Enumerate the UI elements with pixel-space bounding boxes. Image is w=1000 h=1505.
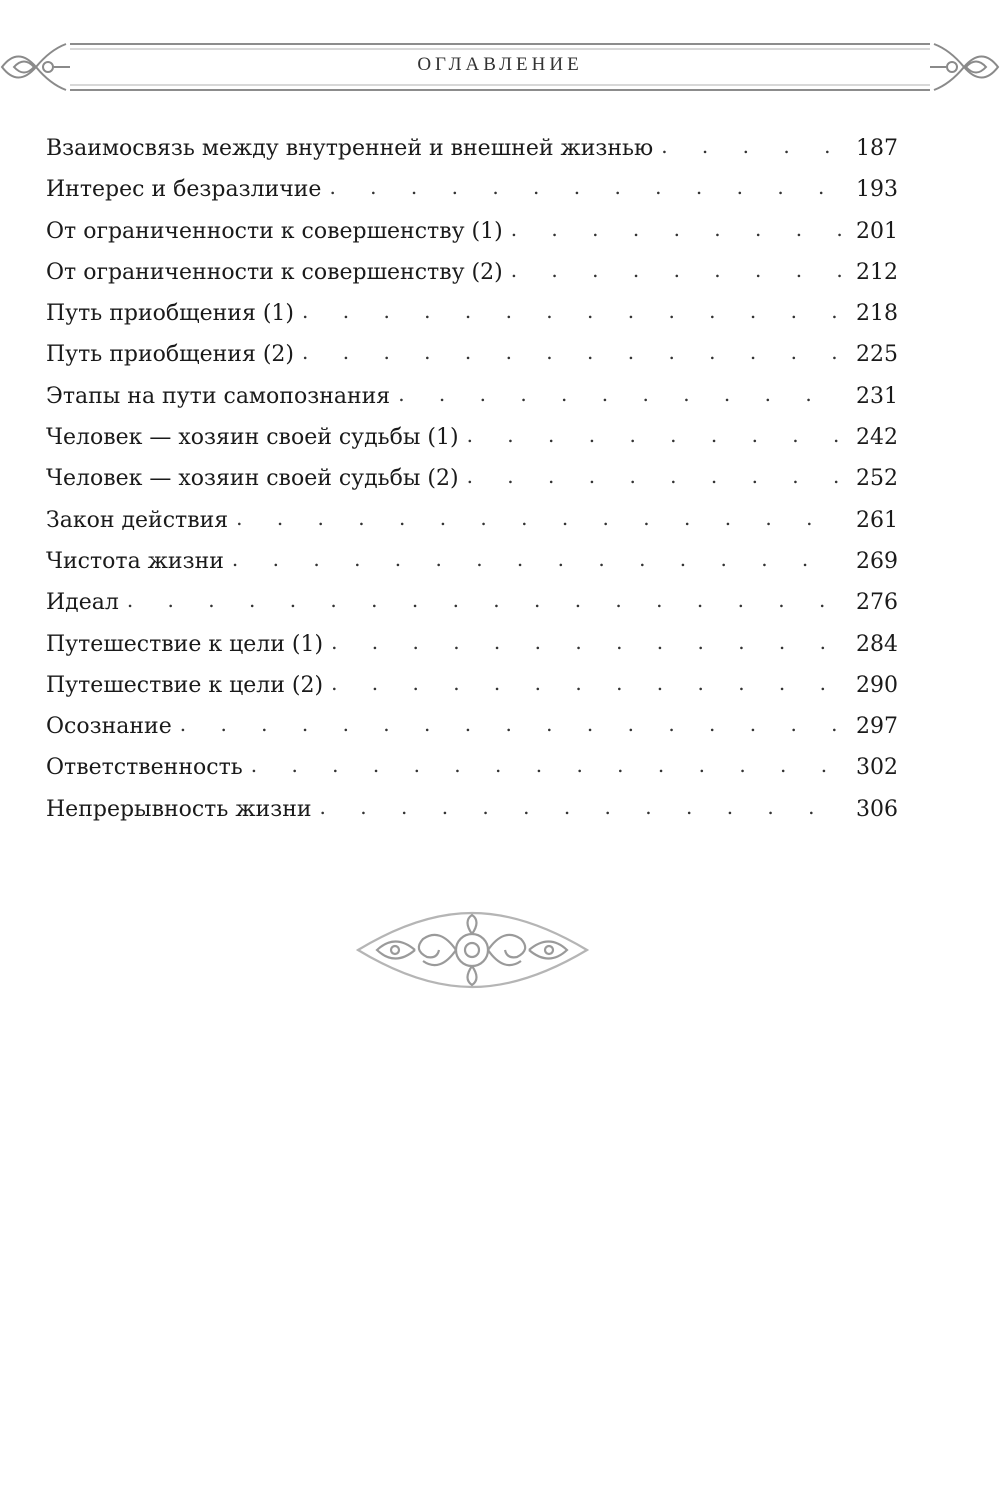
- toc-entry: [46, 219, 898, 260]
- toc-dot-leader: [127, 588, 842, 612]
- toc-entry-title: Путешествие к цели (1): [46, 631, 324, 657]
- toc-entry-page: 242: [856, 425, 898, 451]
- toc-entry-title: Осознание: [46, 714, 172, 740]
- toc-dot-leader: [329, 175, 842, 199]
- toc-entry: [46, 632, 898, 673]
- toc-entry: [46, 508, 898, 549]
- toc-entry-title: Взаимосвязь между внутренней и внешней жизнью: [46, 136, 654, 161]
- toc-entry-page: 225: [856, 342, 898, 368]
- toc-entry-title: Непрерывность жизни: [46, 796, 312, 822]
- toc-entry: [46, 714, 898, 755]
- toc-entry: [46, 466, 898, 507]
- toc-entry-title: Чистота жизни: [46, 548, 224, 574]
- toc-entry: [46, 136, 898, 177]
- toc-entry: [46, 549, 898, 590]
- toc-entry-title: Этапы на пути самопознания: [46, 383, 391, 409]
- toc-entry-page: 306: [856, 796, 898, 822]
- toc-dot-leader: [236, 506, 842, 530]
- toc-dot-leader: [661, 134, 842, 158]
- toc-entry-title: Идеал: [46, 590, 119, 616]
- toc-entry: [46, 177, 898, 218]
- toc-entry-page: 187: [856, 136, 898, 161]
- toc-entry-page: 218: [856, 301, 898, 327]
- toc-dot-leader: [331, 630, 842, 654]
- toc-entry: [46, 342, 898, 383]
- toc-entry-page: 252: [856, 466, 898, 492]
- toc-entry: [46, 260, 898, 301]
- toc-dot-leader: [302, 340, 842, 364]
- toc-entry-page: 284: [856, 631, 898, 657]
- toc-entry-title: Человек — хозяин своей судьбы (2): [46, 466, 459, 492]
- toc-dot-leader: [398, 382, 842, 406]
- toc-entry-page: 297: [856, 714, 898, 740]
- toc-dot-leader: [320, 795, 842, 819]
- toc-dot-leader: [302, 299, 842, 323]
- toc-entry-page: 302: [856, 755, 898, 781]
- footer-ornament-icon: [355, 905, 590, 995]
- toc-entry: [46, 755, 898, 796]
- running-title: ОГЛАВЛЕНИЕ: [417, 54, 583, 75]
- toc-dot-leader: [180, 712, 842, 736]
- toc-entry-title: От ограниченности к совершенству (1): [46, 218, 503, 244]
- toc-entry-page: 261: [856, 507, 898, 533]
- toc-entry-title: Путь приобщения (1): [46, 301, 295, 327]
- toc-entry-page: 201: [856, 218, 898, 244]
- toc-entry-title: Человек — хозяин своей судьбы (1): [46, 425, 459, 451]
- toc-entry: [46, 673, 898, 714]
- toc-dot-leader: [511, 258, 842, 282]
- toc-entry-title: Ответственность: [46, 755, 243, 781]
- toc-dot-leader: [511, 217, 842, 241]
- toc-entry-page: 193: [856, 177, 898, 203]
- toc-dot-leader: [467, 423, 842, 447]
- toc-entry: [46, 384, 898, 425]
- toc-entry-page: 212: [856, 259, 898, 285]
- toc-entry-title: Путь приобщения (2): [46, 342, 295, 368]
- toc-dot-leader: [331, 671, 842, 695]
- table-of-contents: [46, 136, 898, 838]
- toc-entry-page: 231: [856, 383, 898, 409]
- toc-entry-page: 290: [856, 672, 898, 698]
- toc-entry-title: Путешествие к цели (2): [46, 672, 324, 698]
- toc-entry: [46, 425, 898, 466]
- toc-entry-page: 269: [856, 548, 898, 574]
- toc-dot-leader: [232, 547, 842, 571]
- toc-dot-leader: [251, 753, 842, 777]
- toc-dot-leader: [467, 464, 842, 488]
- toc-entry-page: 276: [856, 590, 898, 616]
- toc-entry-title: От ограниченности к совершенству (2): [46, 259, 503, 285]
- toc-entry-title: Закон действия: [46, 507, 229, 533]
- toc-entry: [46, 797, 898, 838]
- toc-entry: [46, 590, 898, 631]
- toc-entry-title: Интерес и безразличие: [46, 177, 322, 203]
- toc-entry: [46, 301, 898, 342]
